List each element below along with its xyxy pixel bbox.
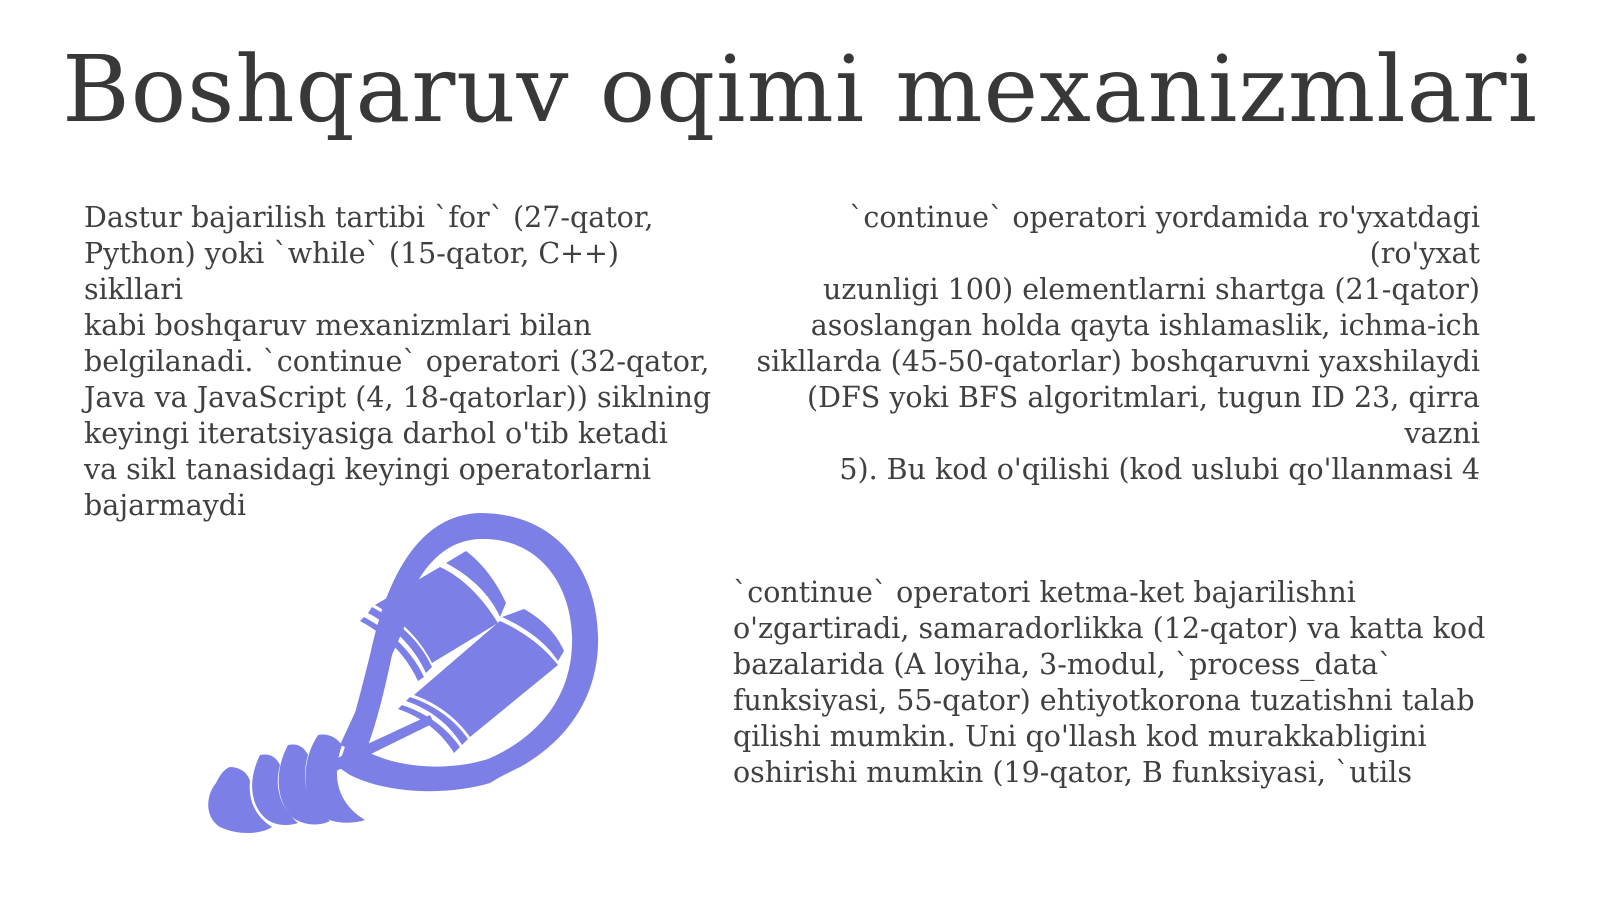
paragraph-left: Dastur bajarilish tartibi `for` (27-qator, Python) yoki `while` (15-qator, C++) sikllari kabi boshqaruv mexanizmlari bilan belgilanadi. `continue` operatori (32-qator, Java va JavaScript (4, 18-qatorlar)) siklning keyingi iteratsiyasiga darhol o'tib ketadi va sikl tanasidagi keyingi operatorlarni bajarmaydi	[84, 201, 712, 522]
paragraph-bottom: `continue` operatori ketma-ket bajarilishni o'zgartiradi, samaradorlikka (12-qator) va katta kod bazalarida (A loyiha, 3-modul, `process_data` funksiyasi, 55-qator) ehtiyotkorona tuzatishni talab qilishi mumkin. Uni qo'llash kod murakkabligini oshirishi mumkin (19-qator, B funksiyasi, `utils	[733, 576, 1486, 789]
lightbulb-book-icon	[200, 505, 620, 850]
paragraph-right: `continue` operatori yordamida ro'yxatdagi (ro'yxat uzunligi 100) elementlarni shartga (21-qator) asoslangan holda qayta ishlamaslik, ichma-ich sikllarda (45-50-qatorlar) boshqaruvni yaxshilaydi (DFS yoki BFS algoritmlari, tugun ID 23, qirra vazni 5). Bu kod o'qilishi (kod uslubi qo'llanmasi 4	[756, 201, 1480, 486]
slide-title: Boshqaruv oqimi mexanizmlari	[62, 36, 1538, 143]
